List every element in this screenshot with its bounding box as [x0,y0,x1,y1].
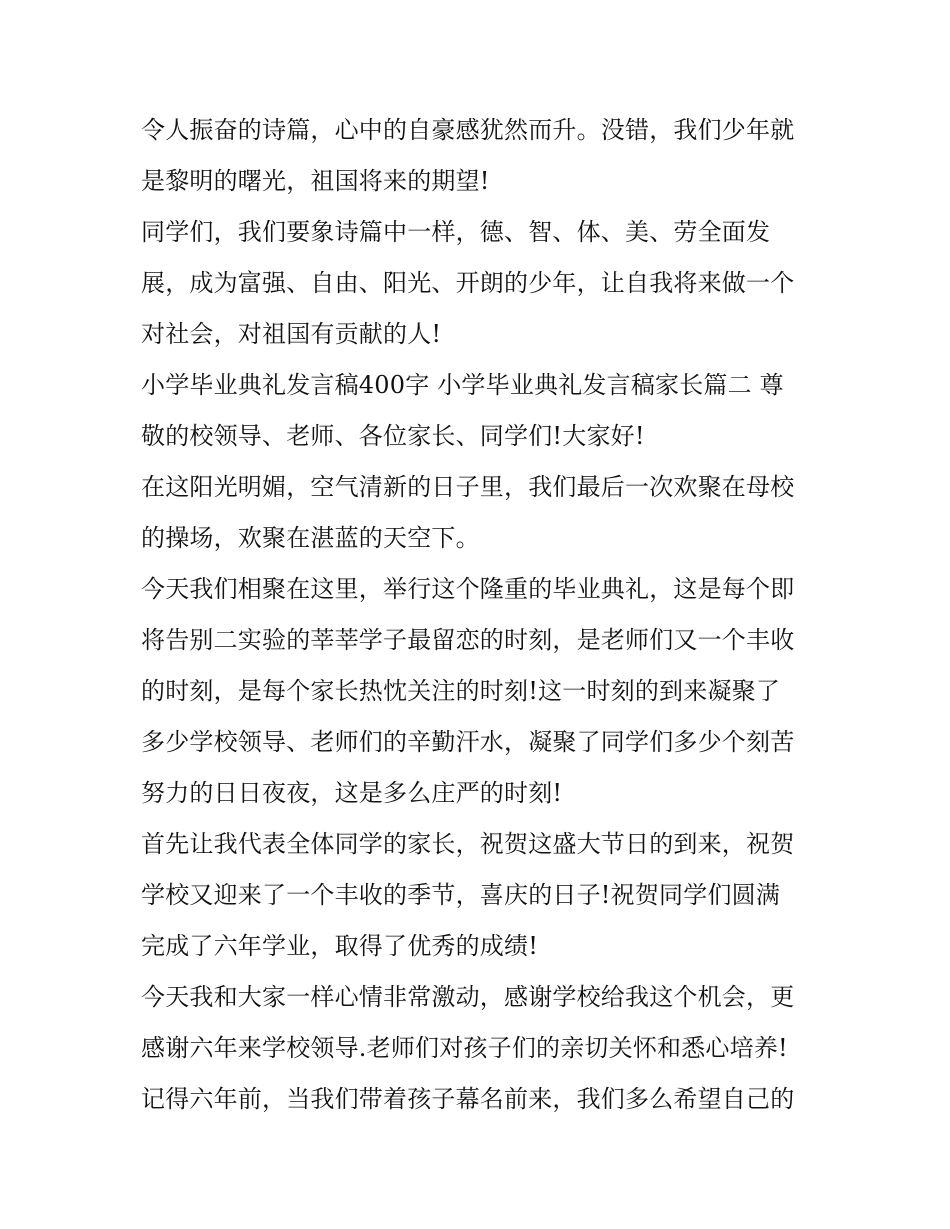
text-line: 努力的日日夜夜，这是多么庄严的时刻! [141,779,563,807]
text-line: 完成了六年学业，取得了优秀的成绩! [141,932,539,960]
text-line: 展，成为富强、自由、阳光、开朗的少年，让自我将来做一个 [141,269,795,297]
text-line: 敬的校领导、老师、各位家长、同学们!大家好! [141,422,645,450]
text-line: 对社会，对祖国有贡献的人! [141,320,442,348]
text-line: 令人振奋的诗篇，心中的自豪感犹然而升。没错，我们少年就 [141,116,795,144]
text-line: 多少学校领导、老师们的辛勤汗水，凝聚了同学们多少个刻苦 [141,728,795,756]
text-line: 的时刻，是每个家长热忱关注的时刻!这一时刻的到来凝聚了 [141,677,781,705]
text-line: 今天我们相聚在这里，举行这个隆重的毕业典礼，这是每个即 [141,575,795,603]
text-line: 首先让我代表全体同学的家长，祝贺这盛大节日的到来，祝贺 [141,830,795,858]
text-line: 将告别二实验的莘莘学子最留恋的时刻，是老师们又一个丰收 [141,626,795,654]
text-line: 记得六年前，当我们带着孩子幕名前来，我们多么希望自己的 [141,1085,795,1113]
text-line: 同学们，我们要象诗篇中一样，德、智、体、美、劳全面发 [141,218,771,246]
text-line: 学校又迎来了一个丰收的季节，喜庆的日子!祝贺同学们圆满 [141,881,781,909]
text-line: 的操场，欢聚在湛蓝的天空下。 [141,524,480,552]
text-line: 在这阳光明媚，空气清新的日子里，我们最后一次欢聚在母校 [141,473,795,501]
document-body [141,105,821,1125]
text-line: 今天我和大家一样心情非常激动，感谢学校给我这个机会，更 [141,983,795,1011]
text-line: 感谢六年来学校领导.老师们对孩子们的亲切关怀和悉心培养! [141,1034,788,1062]
text-line: 小学毕业典礼发言稿400字 小学毕业典礼发言稿家长篇二 尊 [141,371,784,399]
text-line: 是黎明的曙光，祖国将来的期望! [141,167,490,195]
